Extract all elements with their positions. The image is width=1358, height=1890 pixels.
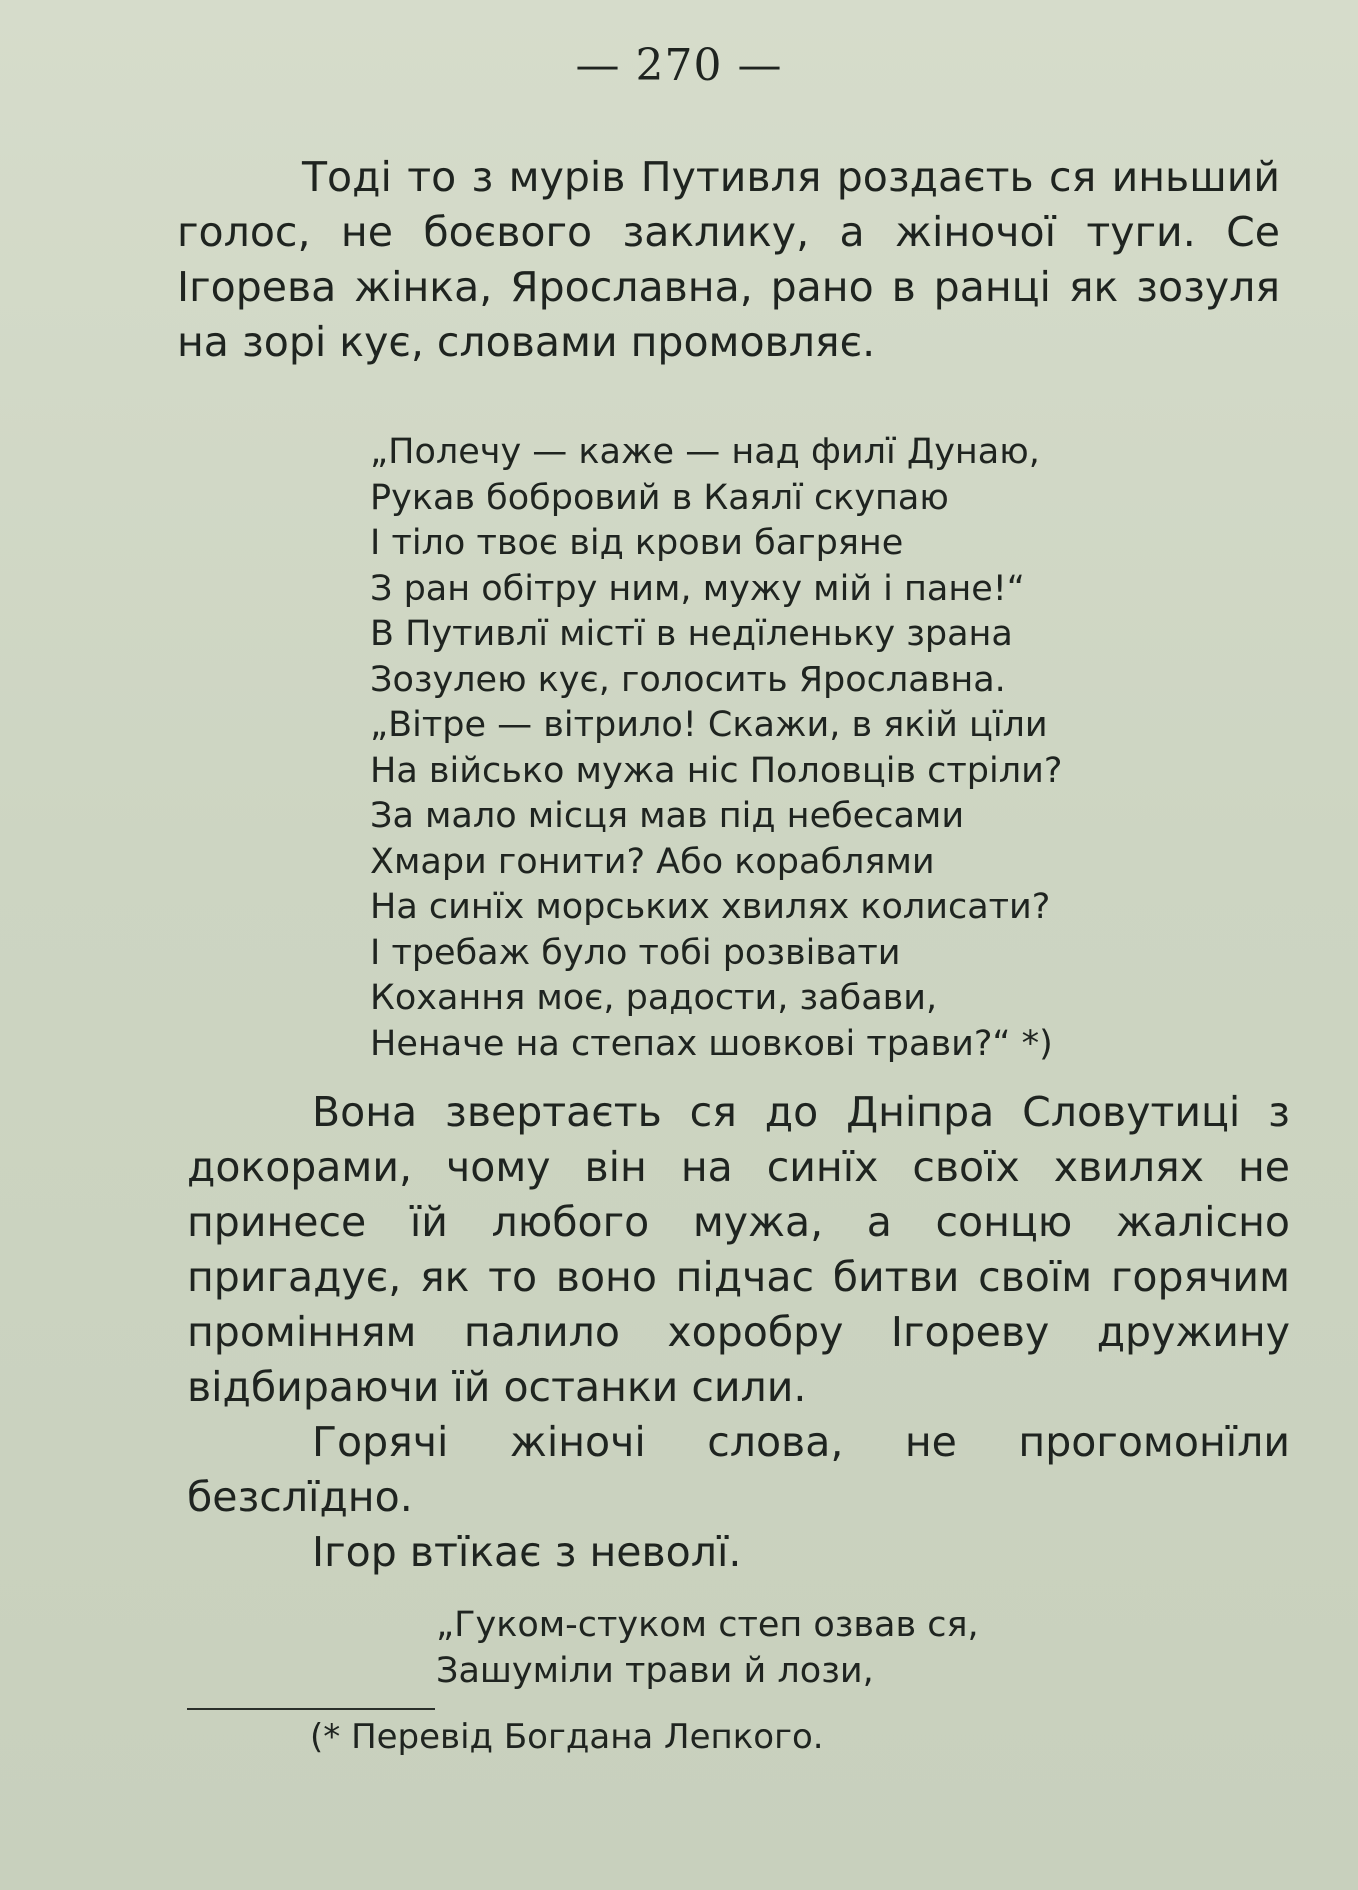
footnote-divider xyxy=(187,1708,435,1710)
verse-line: Зашуміли трави й лози, xyxy=(436,1650,874,1691)
verse-line: На синїх морських хвилях колисати? xyxy=(370,887,1051,927)
verse-line: І тіло твоє від крови багряне xyxy=(370,523,904,563)
verse-steppe xyxy=(436,1603,979,1694)
paragraph-dnipro: Вона звертаєть ся до Дніпра Словутиці з докорами, чому він на синїх своїх хвилях не принесе їй любого мужа, а сонцю жалісно пригадує, як то воно підчас битви своїм горячим промінням палило хоробру Ігореву дружину відбираючи їй останки сили. xyxy=(187,1088,1290,1411)
verse-line: Неначе на степах шовкові трави?“ *) xyxy=(370,1023,1053,1064)
verse-line: Кохання моє, радости, забави, xyxy=(370,978,938,1018)
verse-line: Хмари гонити? Або кораблями xyxy=(370,841,935,882)
paragraph-words: Горячі жіночі слова, не прогомонїли безслїдно. xyxy=(187,1418,1290,1521)
footnote: (* Перевід Богдана Лепкого. xyxy=(310,1717,824,1757)
verse-line: З ран обітру ним, мужу мій і пане!“ xyxy=(370,568,1025,609)
paragraph-escape: Ігор втїкає з неволї. xyxy=(312,1528,742,1576)
verse-line: Рукав бобровий в Каялї скупаю xyxy=(370,477,949,518)
verse-yaroslavna-lament xyxy=(370,430,1062,1067)
verse-line: „Вітре — вітрило! Скажи, в якій цїли xyxy=(370,705,1048,745)
prose-block-top xyxy=(177,150,1280,370)
verse-line: І требаж було тобі розвівати xyxy=(370,932,901,973)
verse-line: В Путивлї містї в недїленьку зрана xyxy=(370,614,1013,654)
paragraph-yaroslavna-intro: Тоді то з мурів Путивля роздаєть ся иньший голос, не боєвого заклику, а жіночої туги. Се Ігорева жінка, Ярославна, рано в ранці як зозуля на зорі кує, словами промовляє. xyxy=(177,153,1280,366)
verse-line: Зозулею кує, голосить Ярославна. xyxy=(370,659,1006,700)
verse-line: „Гуком-стуком степ озвав ся, xyxy=(436,1605,979,1645)
verse-line: На військо мужа ніс Половців стріли? xyxy=(370,750,1063,791)
prose-block-bottom xyxy=(187,1085,1290,1580)
verse-line: „Полечу — каже — над филї Дунаю, xyxy=(370,432,1040,472)
page-number: — 270 — xyxy=(575,40,783,91)
verse-line: За мало місця мав під небесами xyxy=(370,796,965,836)
